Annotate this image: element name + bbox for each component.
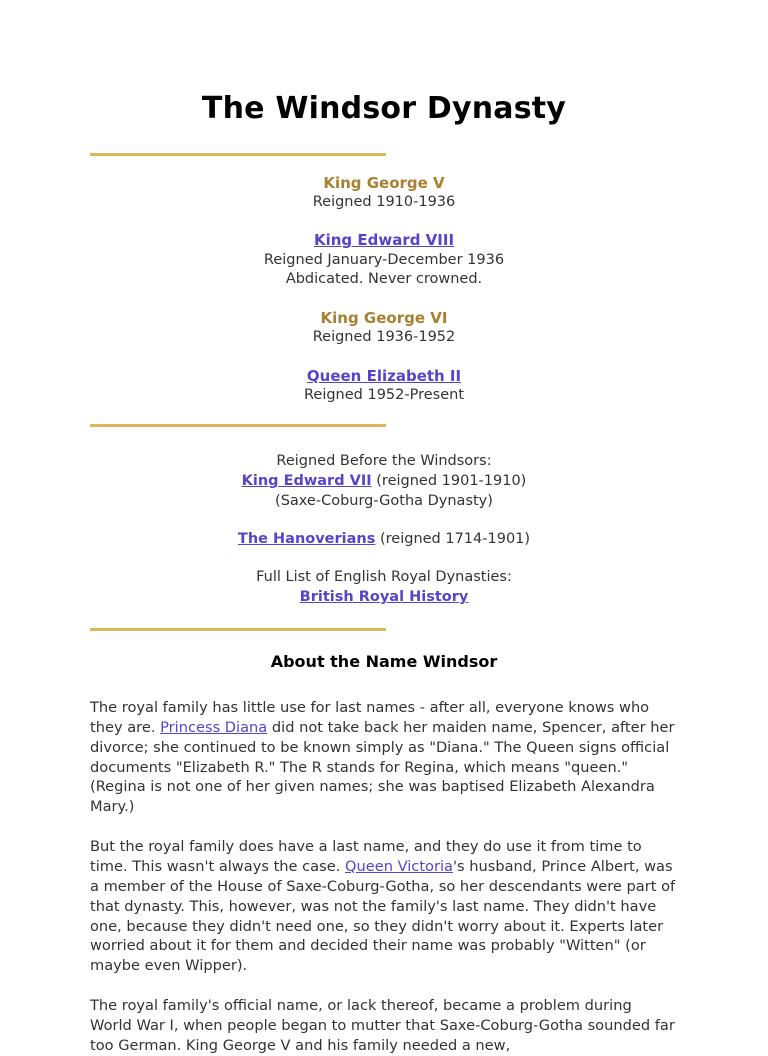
predecessor-group-hanoverians [0, 529, 768, 549]
monarch-reign-elizabeth-ii: Reigned 1952-Present [303, 386, 465, 403]
paragraph-1-text-after-link: did not take back her maiden name, Spencer, after her divorce; she continued to be known simply as "Diana." The Queen signs official documents "Elizabeth R." The R stands for Regina, which means "queen." (Regina is not one of her given names; she was baptised Elizabeth Alexandra Mary.) [90, 718, 675, 816]
link-king-edward-vii[interactable]: King Edward VII [241, 473, 372, 490]
monarch-entry-elizabeth-ii [0, 366, 768, 406]
hanoverians-reign-text: (reigned 1714-1901) [375, 531, 531, 548]
monarch-name-george-vi: King George VI [320, 308, 448, 327]
monarch-reign-george-v: Reigned 1910-1936 [312, 193, 456, 210]
paragraph-1 [90, 698, 678, 817]
monarch-entry-edward-viii [0, 230, 768, 289]
link-princess-diana[interactable]: Princess Diana [160, 718, 268, 736]
edward-vii-dynasty-text: (Saxe-Coburg-Gotha Dynasty) [275, 493, 493, 510]
paragraph-1-text-before-link: The royal family has little use for last names - after all, everyone knows who they are. [90, 699, 650, 736]
monarch-link-elizabeth-ii[interactable]: Queen Elizabeth II [306, 366, 462, 385]
predecessors-section [0, 451, 768, 607]
windsor-monarch-list [0, 173, 768, 406]
paragraph-2-text-after-link: 's husband, Prince Albert, was a member of the House of Saxe-Coburg-Gotha, so her descendants were part of that dynasty. This, however, was not the family's last name. They didn't have one, because they didn't need one, so they didn't worry about it. Experts later worried about it for them and decided their name was probably "Witten" (or maybe even Wipper). [90, 858, 676, 975]
section-heading-about-the-name-windsor: About the Name Windsor [270, 652, 498, 672]
page-title: The Windsor Dynasty [201, 91, 567, 126]
monarch-entry-george-vi [0, 308, 768, 348]
link-british-royal-history[interactable]: British Royal History [299, 589, 469, 606]
monarch-reign-edward-viii: Reigned January-December 1936 [263, 251, 505, 268]
predecessor-edward-vii-line [0, 471, 768, 491]
monarch-note-edward-viii: Abdicated. Never crowned. [285, 271, 483, 288]
edward-vii-reign-text: (reigned 1901-1910) [371, 473, 527, 490]
article-body [0, 698, 768, 1056]
paragraph-2 [90, 837, 678, 976]
link-the-hanoverians[interactable]: The Hanoverians [237, 531, 376, 548]
paragraph-2-text-before-link: But the royal family does have a last name, and they do use it from time to time. This wasn't always the case. [90, 838, 642, 876]
full-list-link-line [0, 587, 768, 607]
monarch-entry-george-v [0, 173, 768, 213]
monarch-link-edward-viii[interactable]: King Edward VIII [313, 231, 455, 250]
predecessor-group-full-list [0, 567, 768, 607]
full-list-heading: Full List of English Royal Dynasties: [256, 569, 512, 586]
link-queen-victoria[interactable]: Queen Victoria [345, 858, 453, 876]
paragraph-3: The royal family's official name, or lack thereof, became a problem during World War I, when people began to mutter that Saxe-Coburg-Gotha sounded far too German. King George V and his family needed a new, [90, 997, 675, 1054]
monarch-name-george-v: King George V [323, 173, 445, 192]
predecessors-heading: Reigned Before the Windsors: [276, 453, 492, 470]
predecessor-hanoverians-line [0, 529, 768, 549]
monarch-reign-george-vi: Reigned 1936-1952 [312, 328, 456, 345]
predecessor-group-saxe-coburg-gotha [0, 451, 768, 511]
divider-middle [90, 424, 386, 427]
divider-top [90, 153, 386, 156]
